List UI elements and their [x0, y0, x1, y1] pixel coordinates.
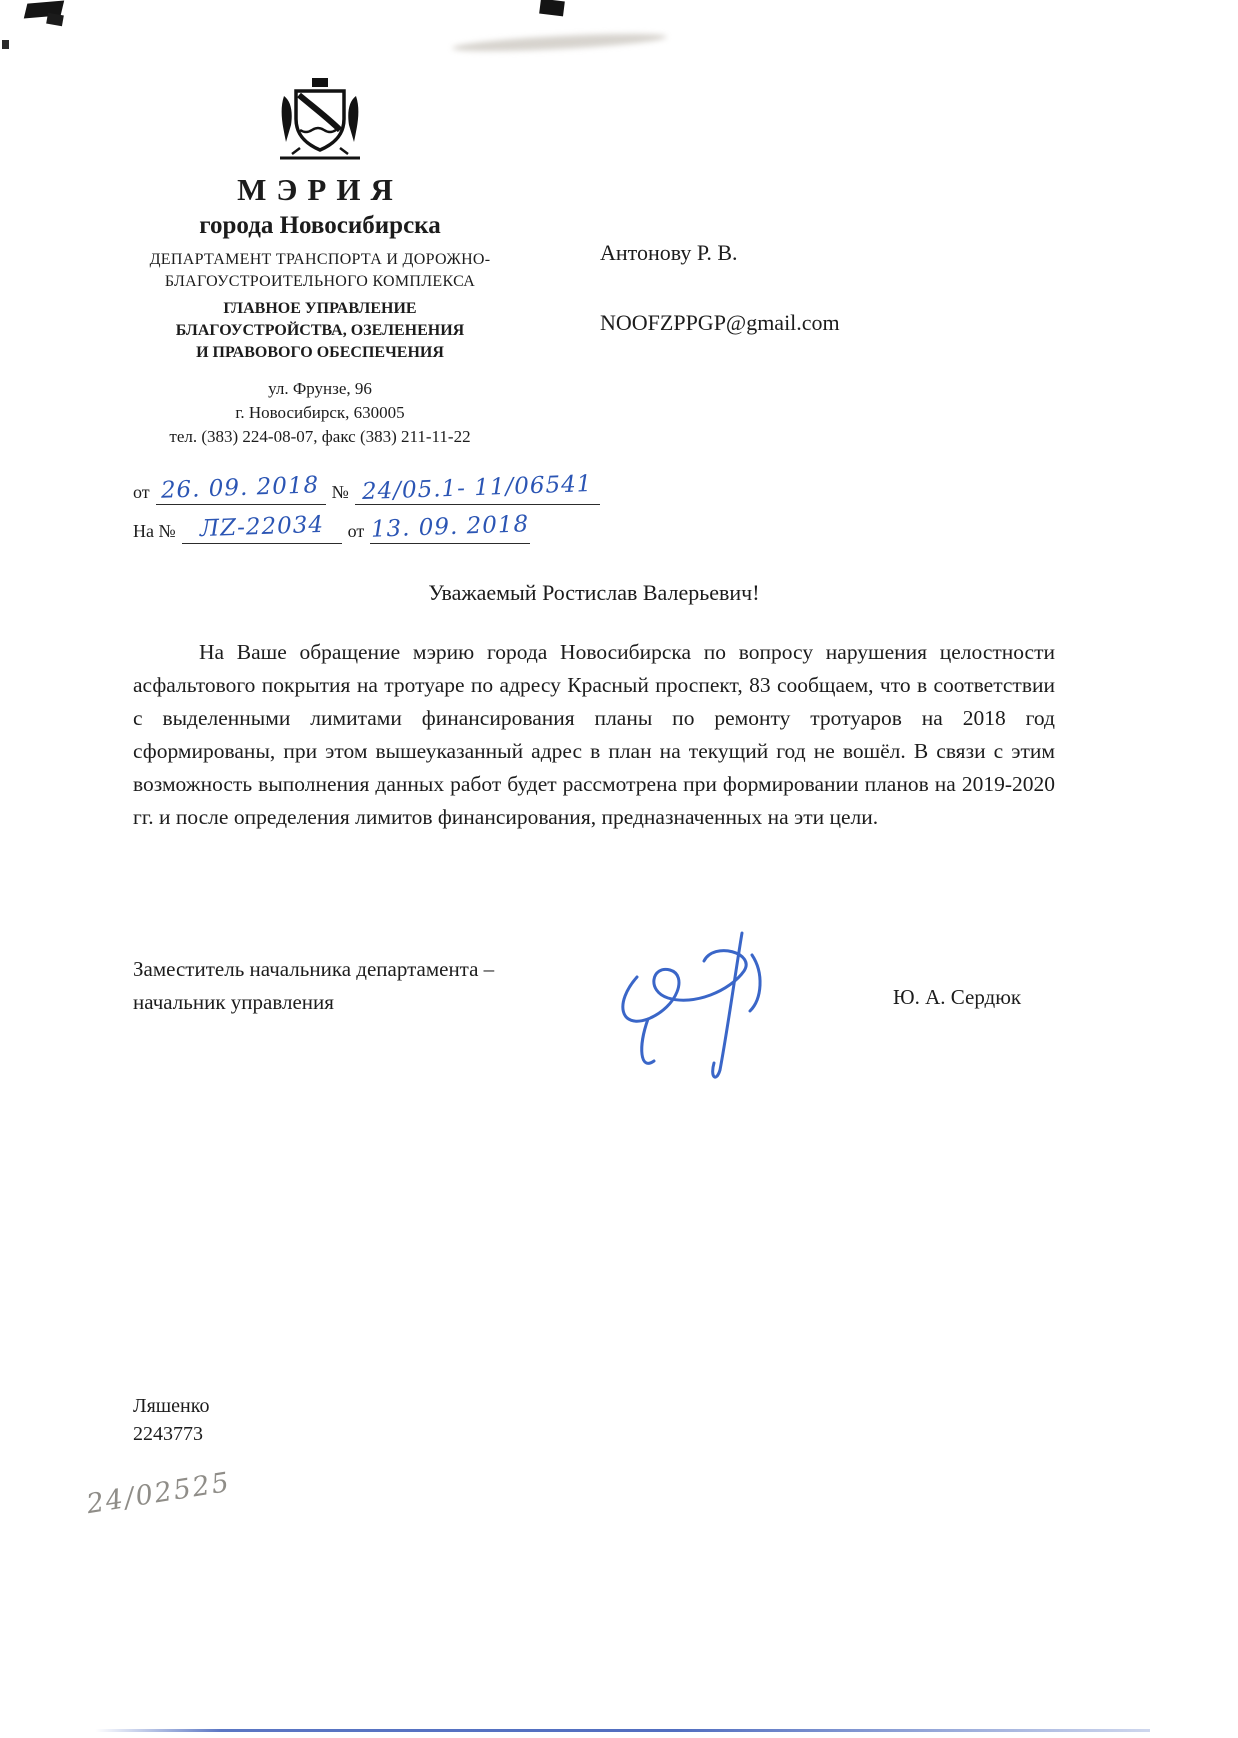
letterhead	[100, 78, 540, 449]
outgoing-reference-line	[133, 470, 603, 506]
incoming-date-handwritten: 13. 09. 2018	[370, 511, 530, 543]
scan-smudge	[452, 30, 667, 54]
signer-position	[133, 953, 494, 1019]
division-name: ГЛАВНОЕ УПРАВЛЕНИЕ БЛАГОУСТРОЙСТВА, ОЗЕЛЕНЕНИЯ И ПРАВОВОГО ОБЕСПЕЧЕНИЯ	[175, 300, 465, 361]
scan-artifact	[2, 40, 9, 49]
signer-position-line1: Заместитель начальника департамента –	[133, 957, 495, 981]
org-address	[100, 377, 540, 449]
incoming-date-field	[370, 511, 530, 544]
address-street: ул. Фрунзе, 96	[268, 379, 372, 398]
incoming-number-field	[182, 511, 342, 544]
outgoing-date-handwritten: 26. 09. 2018	[160, 472, 321, 504]
incoming-number-handwritten: ЛZ-22034	[199, 511, 325, 543]
outgoing-number-label: №	[331, 482, 349, 502]
pencil-note-handwritten: 24/02525	[84, 1466, 233, 1521]
executor-phone: 2243773	[133, 1423, 203, 1445]
org-name-main: МЭРИЯ	[237, 172, 403, 207]
signer-position-line2: начальник управления	[133, 990, 334, 1014]
org-name-city: города Новосибирска	[199, 212, 441, 239]
scan-artifact	[46, 13, 64, 27]
address-phone: тел. (383) 224-08-07, факс (383) 211-11-22	[169, 427, 471, 446]
executor-name: Ляшенко	[133, 1395, 210, 1417]
recipient-email: NOOFZPPGP@gmail.com	[600, 310, 840, 335]
scan-artifact-blue-line	[95, 1729, 1150, 1732]
letter-body: На Ваше обращение мэрию города Новосибирска по вопросу нарушения целостности асфальтового покрытия на тротуаре по адресу Красный проспект, 83 сообщаем, что в соответствии с выделенными лимитами финансирования планы по ремонту тротуаров на 2018 год сформированы, при этом вышеуказанный адрес в план на текущий год не вошёл. В связи с этим возможность выполнения данных работ будет рассмотрена при формировании планов на 2019-2020 гг. и после определения лимитов финансирования, предназначенных на эти цели.	[133, 640, 1055, 829]
incoming-reference-line	[133, 511, 603, 544]
outgoing-date-field	[156, 472, 326, 505]
department-name: ДЕПАРТАМЕНТ ТРАНСПОРТА И ДОРОЖНО-БЛАГОУСТРОИТЕЛЬНОГО КОМПЛЕКСА	[149, 251, 491, 290]
handwritten-signature	[592, 915, 812, 1090]
coat-of-arms-icon	[270, 78, 370, 164]
executor-block	[133, 1392, 209, 1448]
outgoing-date-label: от	[133, 482, 150, 502]
salutation: Уважаемый Ростислав Валерьевич!	[428, 580, 760, 605]
address-city: г. Новосибирск, 630005	[235, 403, 405, 422]
recipient-block	[600, 240, 840, 336]
reference-block	[133, 470, 603, 556]
scan-artifact	[539, 0, 565, 16]
outgoing-number-field	[355, 470, 600, 506]
signer-name: Ю. А. Сердюк	[893, 985, 1022, 1009]
recipient-name: Антонову Р. В.	[600, 240, 738, 265]
outgoing-number-handwritten: 24/05.1- 11/06541	[361, 470, 593, 506]
incoming-number-label: На №	[133, 521, 176, 541]
incoming-date-label: от	[347, 521, 365, 541]
